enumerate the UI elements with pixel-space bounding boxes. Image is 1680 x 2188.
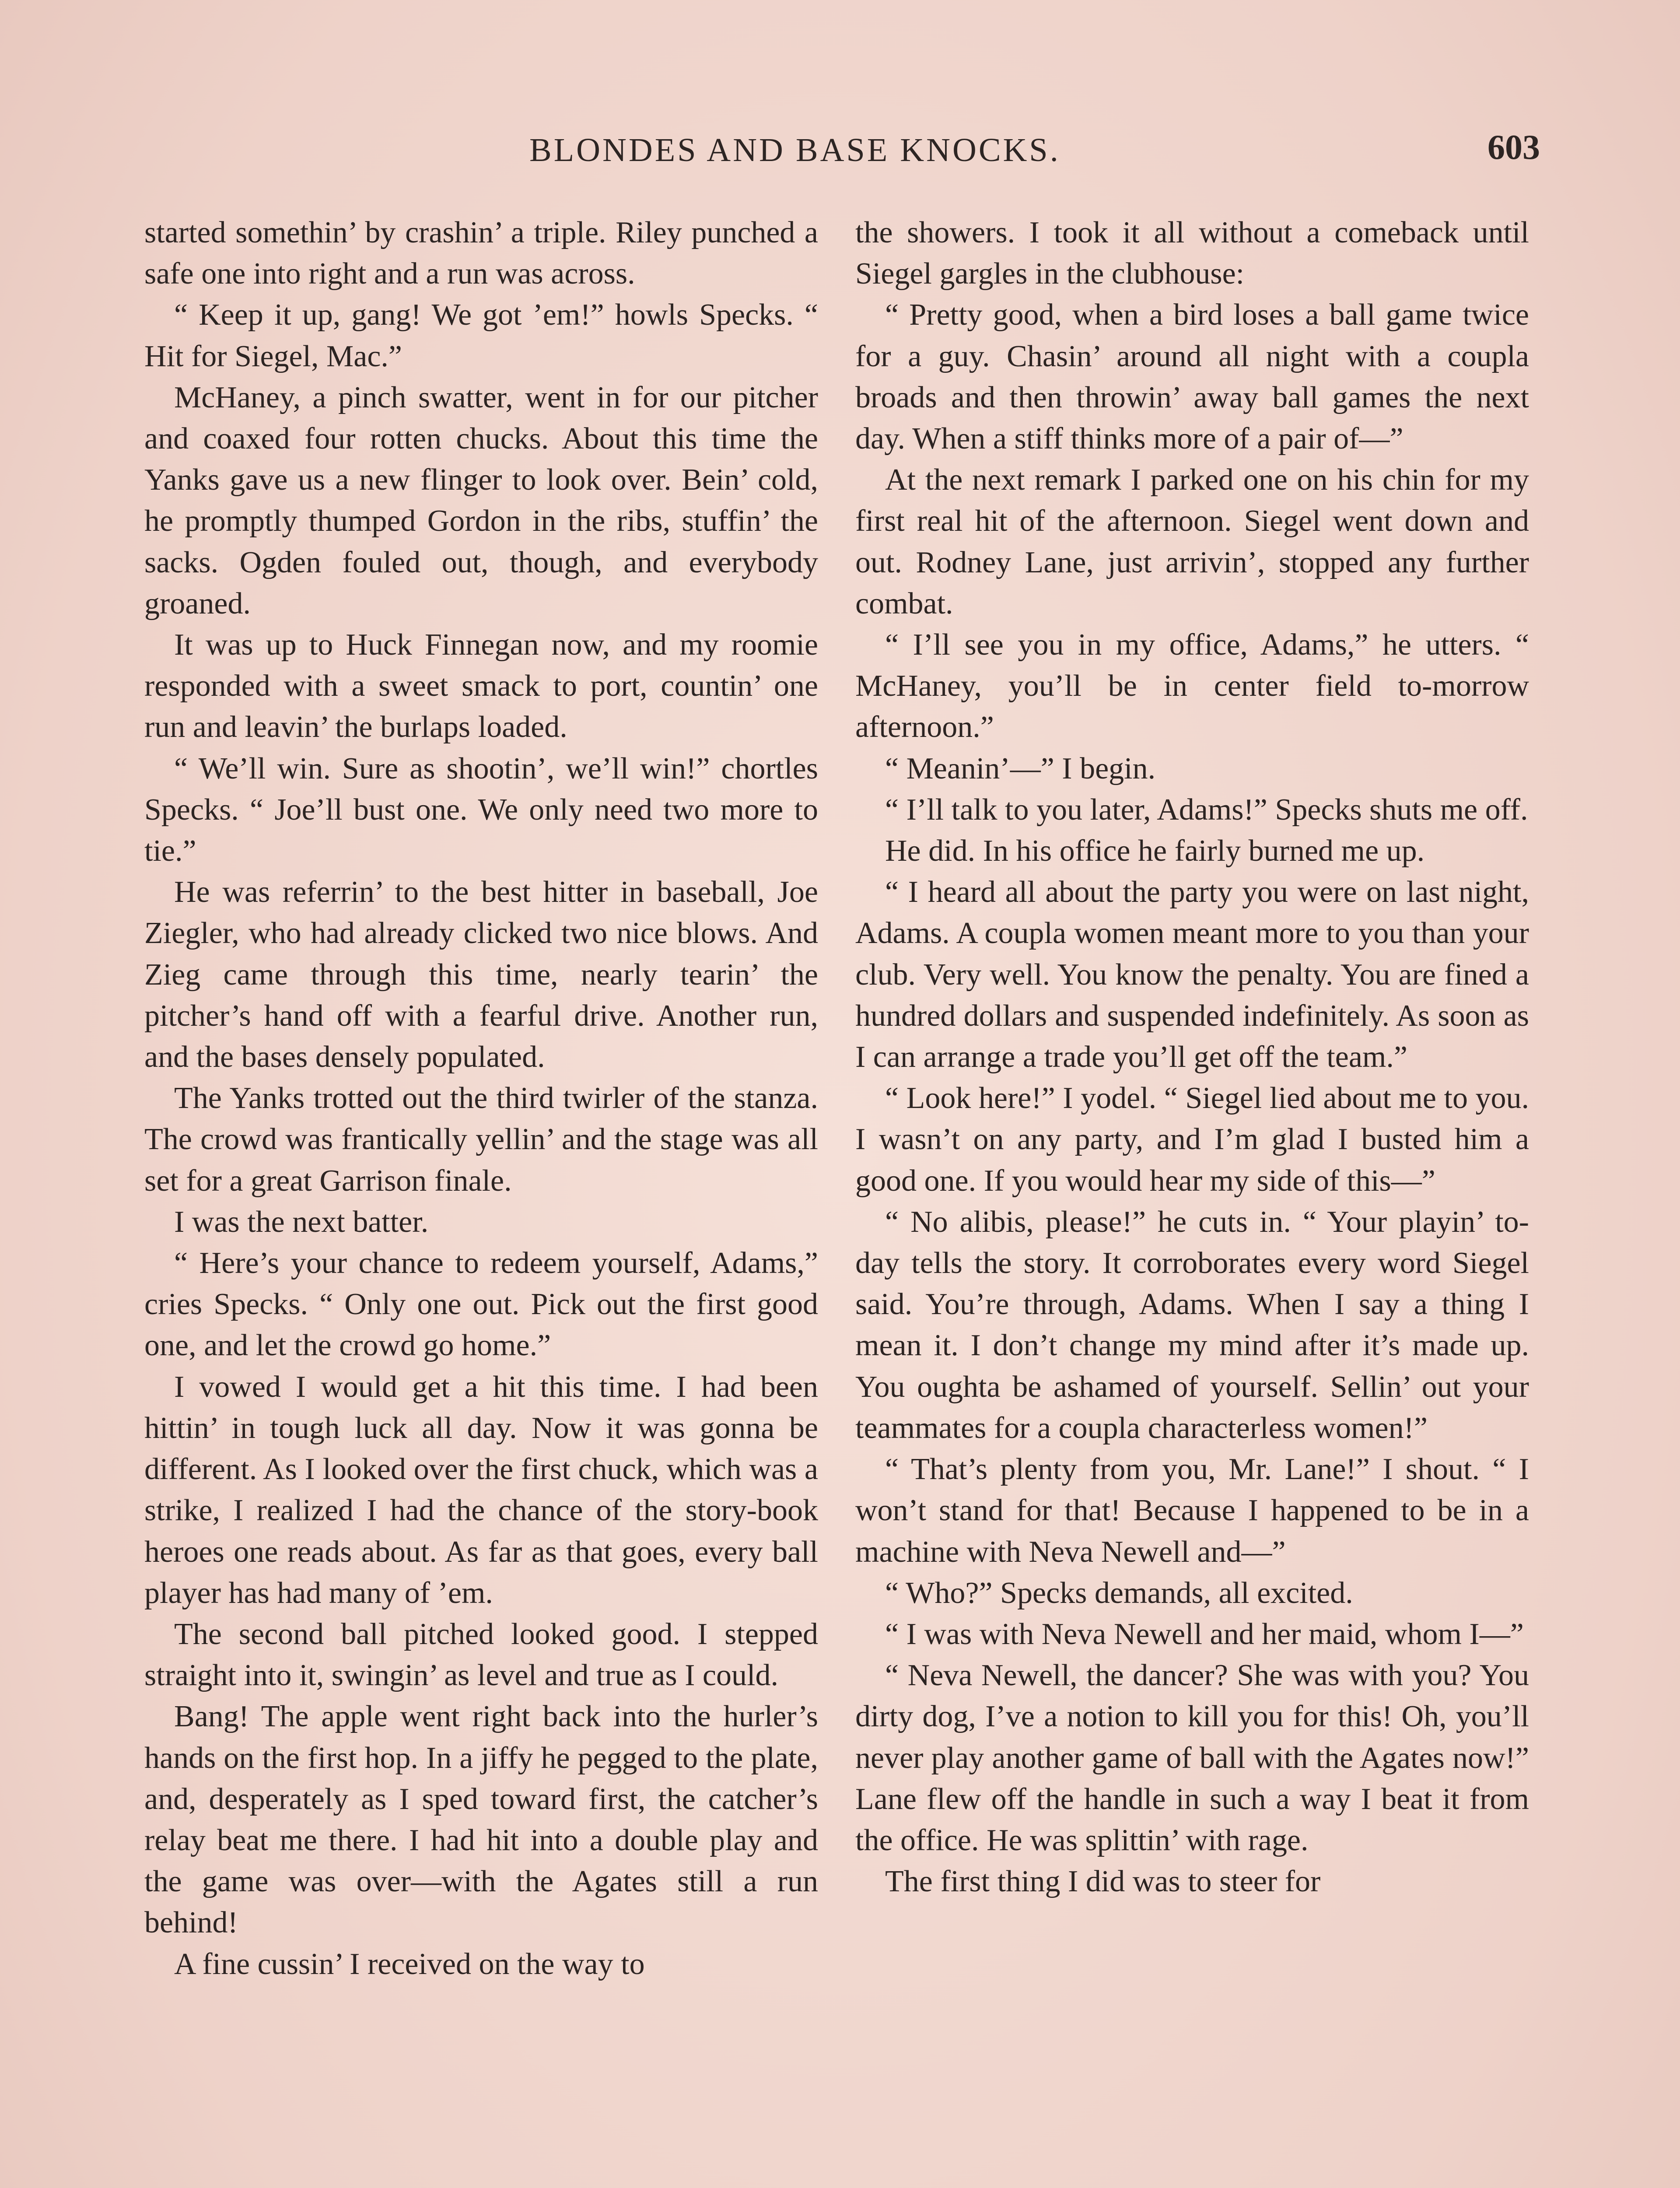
paragraph: He did. In his office he fairly burned me up. — [885, 834, 1425, 868]
page-header-title: BLONDES AND BASE KNOCKS. — [529, 132, 1060, 168]
paragraph: “ We’ll win. Sure as shootin’, we’ll win!” chortles Specks. “ Joe’ll bust one. We only need two more to tie.” — [144, 751, 818, 868]
paragraph: Bang! The apple went right back into the hurler’s hands on the first hop. In a jiffy he pegged to the plate, and, desperately as I sped toward first, the catcher’s relay beat me there. I had hit into a double play and the game was over—with the Agates still a run behind! — [144, 1700, 818, 1940]
page-number: 603 — [1488, 128, 1540, 167]
paragraph: “ Pretty good, when a bird loses a ball game twice for a guy. Chasin’ around all night with a coupla broads and then throwin’ away ball games the next day. When a stiff thinks more of a pair of—” — [855, 298, 1529, 456]
paragraph: “ Keep it up, gang! We got ’em!” howls Specks. “ Hit for Siegel, Mac.” — [144, 298, 818, 373]
paragraph: “ Neva Newell, the dancer? She was with you? You dirty dog, I’ve a notion to kill you for this! Oh, you’ll never play another game of ball with the Agates now!” Lane flew off the handle in such a way I beat it from the office. He was splittin’ with rage. — [855, 1659, 1529, 1857]
paragraph: The Yanks trotted out the third twirler of the stanza. The crowd was frantically yellin’ and the stage was all set for a great Garrison finale. — [144, 1081, 818, 1198]
paragraph: The first thing I did was to steer for — [885, 1865, 1321, 1899]
paragraph: “ I heard all about the party you were on last night, Adams. A coupla women meant more to you than your club. Very well. You know the penalty. You are fined a hundred dollars and suspended indefinitely. As soon as I can arrange a trade you’ll get off the team.” — [855, 875, 1529, 1074]
paragraph: The second ball pitched looked good. I stepped straight into it, swingin’ as level and true as I could. — [144, 1617, 818, 1693]
paragraph: “ I was with Neva Newell and her maid, whom I—” — [885, 1617, 1524, 1651]
left-column — [144, 212, 818, 1985]
paragraph: At the next remark I parked one on his chin for my first real hit of the afternoon. Siegel went down and out. Rodney Lane, just arrivin’, stopped any further combat. — [855, 463, 1529, 621]
right-column — [855, 212, 1529, 1902]
paragraph: “ Who?” Specks demands, all excited. — [885, 1576, 1353, 1610]
paragraph: started somethin’ by crashin’ a triple. Riley punched a safe one into right and a run was across. — [144, 216, 818, 291]
paragraph: I vowed I would get a hit this time. I had been hittin’ in tough luck all day. Now it was gonna be different. As I looked over the first chuck, which was a strike, I realized I had the chance of the story-book heroes one reads about. As far as that goes, every ball player has had many of ’em. — [144, 1370, 818, 1610]
paragraph: I was the next batter. — [174, 1205, 429, 1239]
paragraph: “ Meanin’—” I begin. — [885, 751, 1156, 785]
paragraph: “ Here’s your chance to redeem yourself, Adams,” cries Specks. “ Only one out. Pick out the first good one, and let the crowd go home.” — [144, 1246, 818, 1363]
paragraph: A fine cussin’ I received on the way to — [174, 1947, 645, 1981]
paragraph: “ Look here!” I yodel. “ Siegel lied about me to you. I wasn’t on any party, and I’m glad I busted him a good one. If you would hear my side of this—” — [855, 1081, 1529, 1198]
paragraph: “ I’ll talk to you later, Adams!” Specks shuts me off. — [885, 792, 1528, 827]
paragraph: McHaney, a pinch swatter, went in for our pitcher and coaxed four rotten chucks. About this time the Yanks gave us a new flinger to look over. Bein’ cold, he promptly thumped Gordon in the ribs, stuffin’ the sacks. Ogden fouled out, though, and everybody groaned. — [144, 380, 818, 621]
paragraph: He was referrin’ to the best hitter in baseball, Joe Ziegler, who had already clicked two nice blows. And Zieg came through this time, nearly tearin’ the pitcher’s hand off with a fearful drive. Another run, and the bases densely populated. — [144, 875, 818, 1074]
paragraph: “ No alibis, please!” he cuts in. “ Your playin’ to-day tells the story. It corroborates every word Siegel said. You’re through, Adams. When I say a thing I mean it. I don’t change my mind after it’s made up. You oughta be ashamed of yourself. Sellin’ out your teammates for a coupla characterless women!” — [855, 1205, 1529, 1445]
paragraph: “ That’s plenty from you, Mr. Lane!” I shout. “ I won’t stand for that! Because I happened to be in a machine with Neva Newell and—” — [855, 1452, 1529, 1569]
paragraph: It was up to Huck Finnegan now, and my roomie responded with a sweet smack to port, countin’ one run and leavin’ the burlaps loaded. — [144, 628, 818, 744]
paragraph: the showers. I took it all without a comeback until Siegel gargles in the clubhouse: — [855, 216, 1529, 291]
paragraph: “ I’ll see you in my office, Adams,” he utters. “ McHaney, you’ll be in center field to-morrow afternoon.” — [855, 628, 1529, 744]
